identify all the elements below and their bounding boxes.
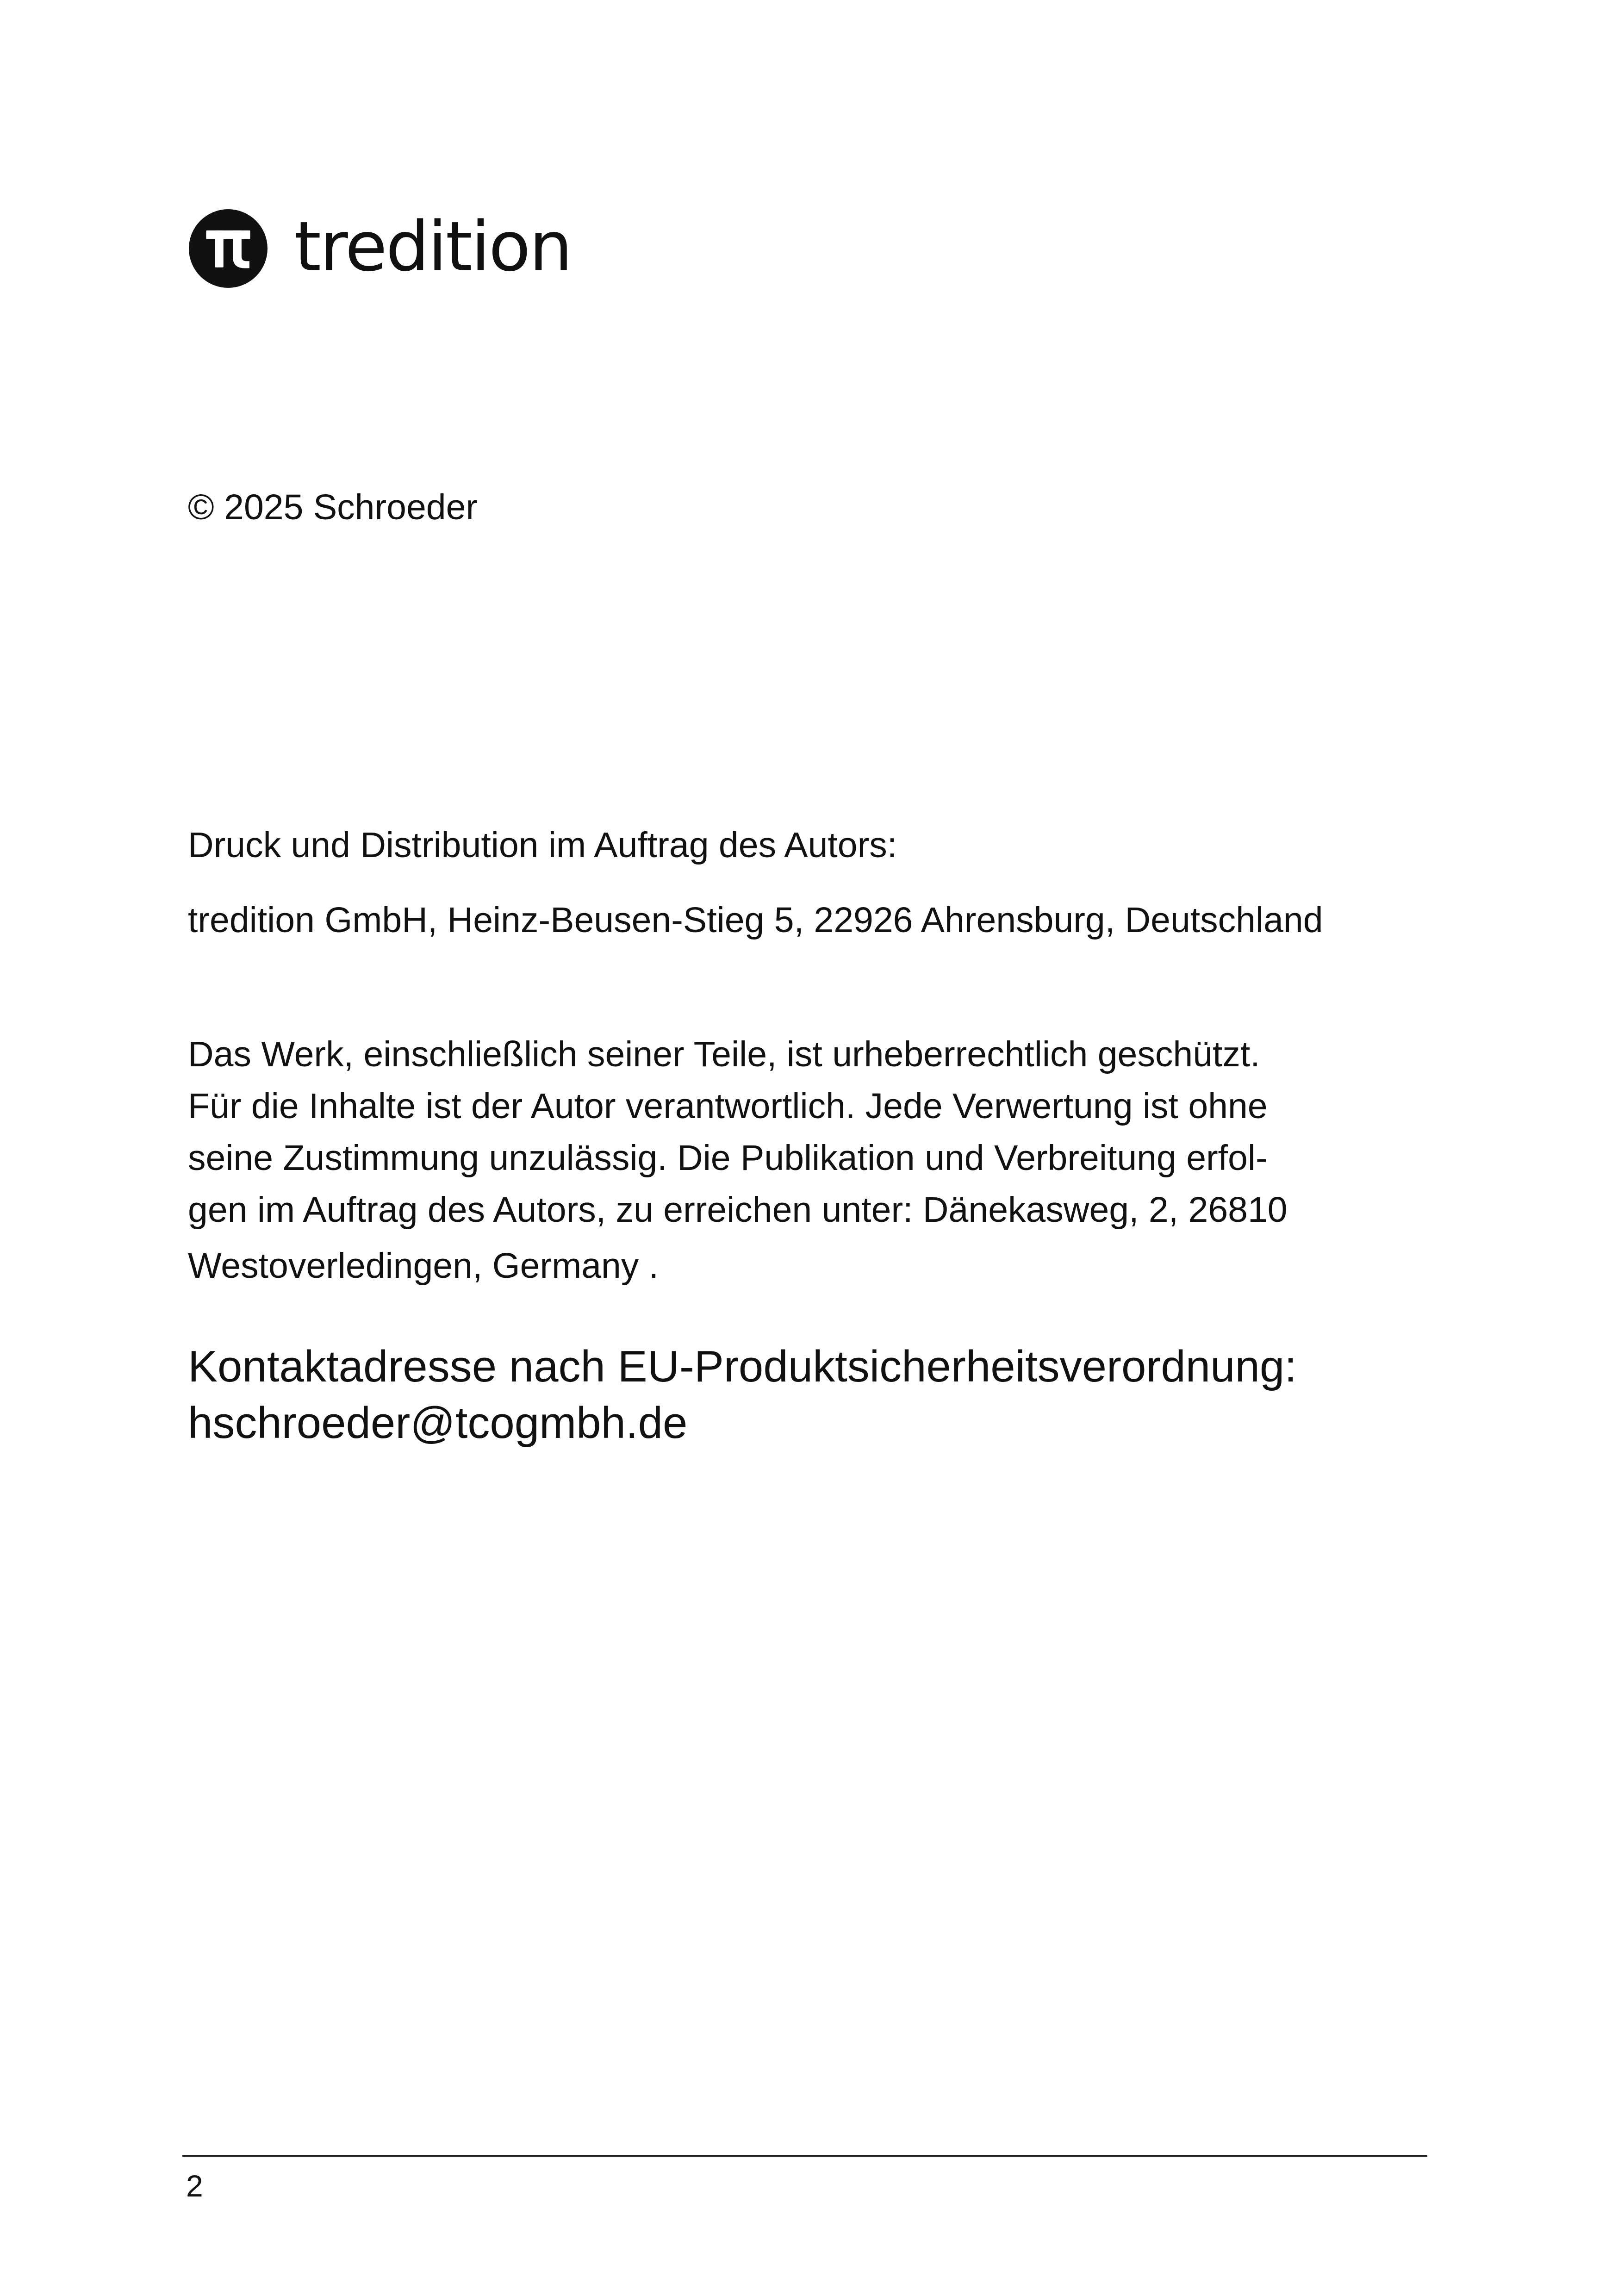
copyright-notice: © 2025 Schroeder <box>188 487 478 527</box>
rights-notice-line: Für die Inhalte ist der Autor verantwortlich. Jede Verwertung ist ohne <box>188 1086 1268 1126</box>
publisher-address: tredition GmbH, Heinz-Beusen-Stieg 5, 22926 Ahrensburg, Deutschland <box>188 900 1323 940</box>
footer-divider <box>182 2155 1427 2157</box>
tredition-logo-icon <box>189 209 268 288</box>
rights-notice-line: seine Zustimmung unzulässig. Die Publikation und Verbreitung erfol- <box>188 1138 1268 1178</box>
rights-notice-line: Westoverledingen, Germany . <box>188 1246 659 1286</box>
logo-wordmark: tredition <box>294 207 572 286</box>
rights-notice <box>188 1028 1288 1296</box>
publisher-logo <box>189 209 571 288</box>
print-distribution-label: Druck und Distribution im Auftrag des Autors: <box>188 825 897 865</box>
contact-label: Kontaktadresse nach EU-Produktsicherheitsverordnung: <box>188 1342 1297 1391</box>
contact-block <box>188 1338 1297 1451</box>
rights-notice-line: gen im Auftrag des Autors, zu erreichen unter: Dänekasweg, 2, 26810 <box>188 1190 1288 1230</box>
rights-notice-line: Das Werk, einschließlich seiner Teile, ist urheberrechtlich geschützt. <box>188 1034 1260 1074</box>
page-number: 2 <box>186 2169 203 2203</box>
contact-email: hschroeder@tcogmbh.de <box>188 1398 688 1448</box>
